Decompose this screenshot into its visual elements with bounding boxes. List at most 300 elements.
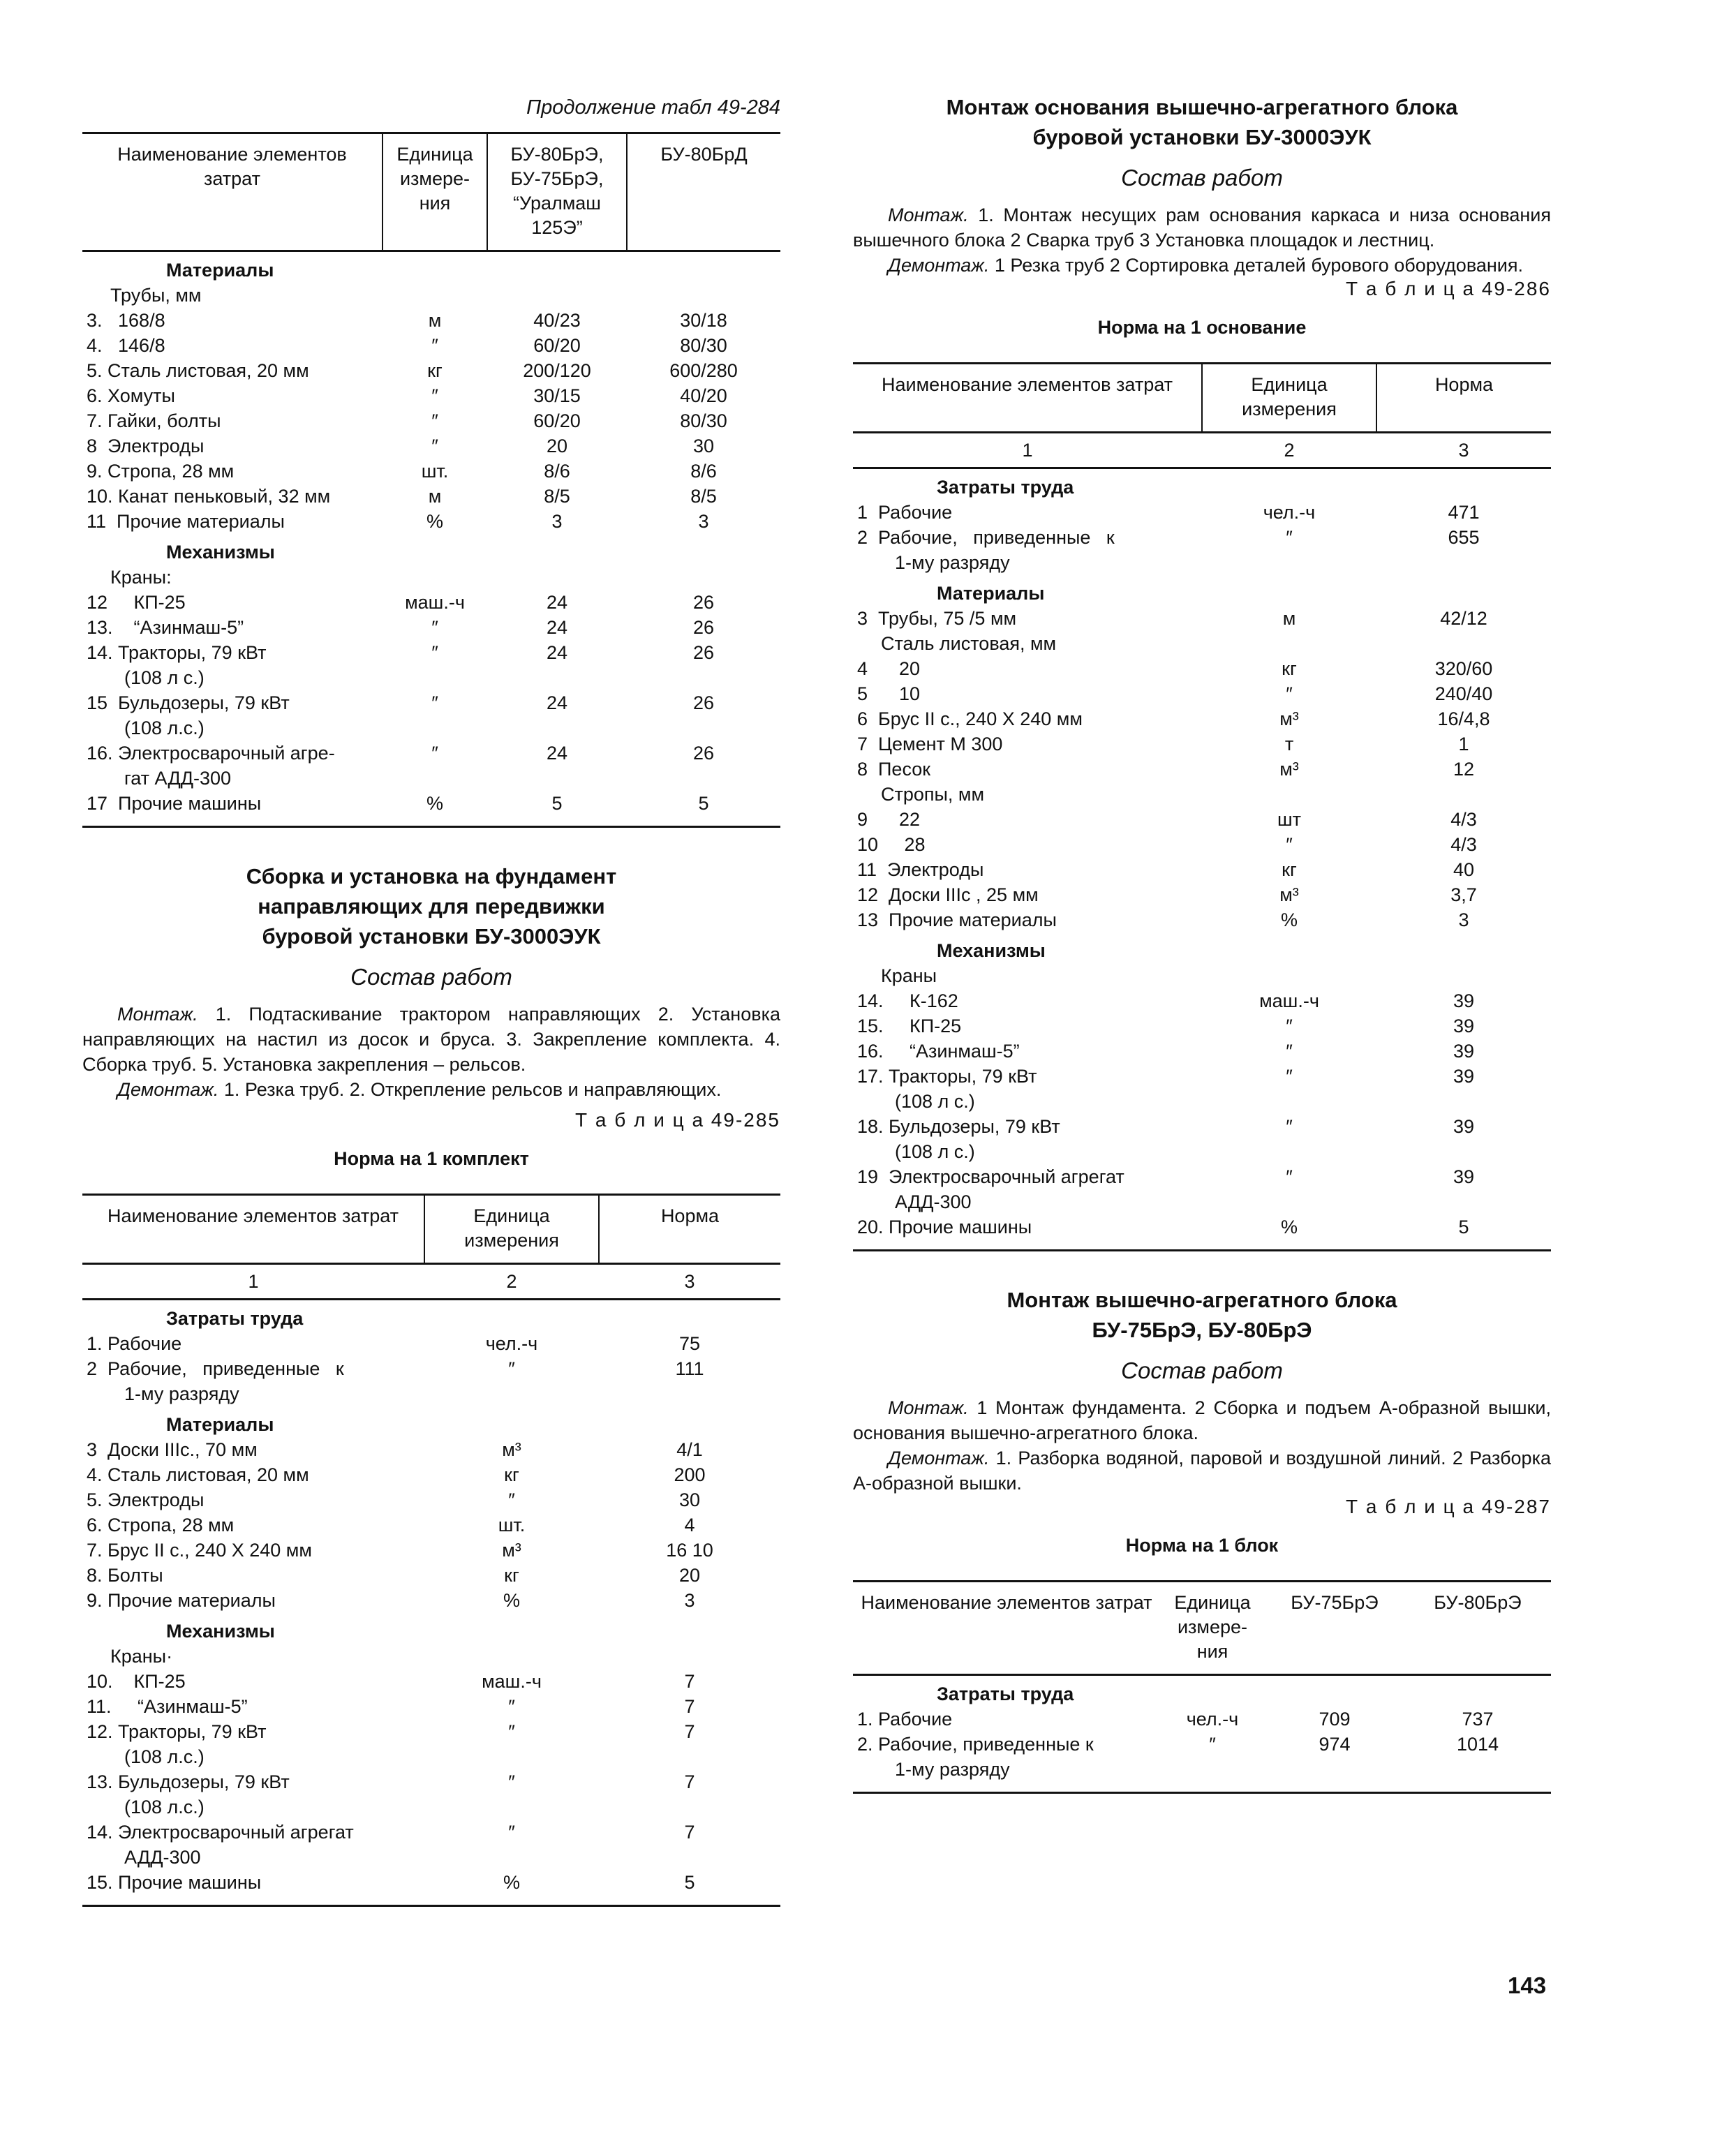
table-row bbox=[82, 433, 780, 459]
table-row bbox=[82, 791, 780, 816]
row-unit: м³ bbox=[1279, 884, 1299, 905]
table-row bbox=[853, 468, 1551, 500]
column-number: 1 bbox=[82, 1264, 424, 1300]
table-row bbox=[82, 1331, 780, 1356]
table-row bbox=[853, 681, 1551, 706]
row-name: 8 Песок bbox=[857, 759, 931, 780]
row-unit: м³ bbox=[502, 1540, 521, 1561]
row-unit: % bbox=[503, 1590, 520, 1611]
table-row bbox=[82, 509, 780, 534]
row-unit: чел.-ч bbox=[1263, 502, 1316, 523]
row-value: 7 bbox=[684, 1771, 695, 1792]
row-name: 6 Брус II с., 240 X 240 мм bbox=[857, 708, 1083, 729]
table-row bbox=[82, 484, 780, 509]
section-title: Монтаж вышечно-агрегатного блока БУ-75БрЭ, БУ-80БрЭ bbox=[1007, 1288, 1397, 1342]
row-name: 9. Стропа, 28 мм bbox=[87, 461, 235, 482]
header-name: Наименование элементов затрат bbox=[107, 1205, 399, 1226]
row-unit: ″ bbox=[1286, 683, 1293, 704]
row-name: 4. Сталь листовая, 20 мм bbox=[87, 1464, 309, 1485]
group-heading: Механизмы bbox=[937, 940, 1046, 961]
table-row bbox=[82, 615, 780, 640]
table-row bbox=[82, 1462, 780, 1487]
row-name: 6. Стропа, 28 мм bbox=[87, 1515, 235, 1536]
row-value: 80/30 bbox=[680, 410, 727, 431]
row-value: 60/20 bbox=[533, 410, 581, 431]
group-heading: Затраты труда bbox=[937, 477, 1074, 498]
row-value: 4/3 bbox=[1450, 834, 1477, 855]
group-heading: Материалы bbox=[166, 1414, 274, 1435]
header-norm: Норма bbox=[599, 1195, 780, 1264]
table-row bbox=[82, 1381, 780, 1406]
row-unit: % bbox=[426, 793, 443, 814]
column-number: 2 bbox=[1202, 433, 1376, 468]
table-row bbox=[82, 1356, 780, 1381]
row-value: 7 bbox=[684, 1696, 695, 1717]
row-value: 8/6 bbox=[544, 461, 570, 482]
row-value: 3 bbox=[684, 1590, 695, 1611]
row-name: 17. Тракторы, 79 кВт bbox=[857, 1066, 1037, 1087]
table-body bbox=[853, 468, 1551, 1251]
disassembly-text: Демонтаж. 1. Разборка водяной, паровой и воздушной линий. 2 Разборка А-образной вышки. bbox=[853, 1448, 1551, 1494]
table-row bbox=[853, 1189, 1551, 1214]
row-unit: маш.-ч bbox=[1259, 990, 1319, 1011]
row-name: 12. Тракторы, 79 кВт bbox=[87, 1721, 267, 1742]
row-unit: ″ bbox=[1286, 1041, 1293, 1062]
left-column bbox=[82, 0, 780, 1907]
disassembly-text: Демонтаж. 1. Резка труб. 2. Открепление рельсов и направляющих. bbox=[117, 1079, 722, 1100]
table-row bbox=[853, 1675, 1551, 1707]
work-composition-heading: Состав работ bbox=[1121, 1358, 1283, 1383]
assembly-text: Монтаж. 1 Монтаж фундамента. 2 Сборка и подъем А-образной вышки, основания вышечно-агрегатного блока. bbox=[853, 1397, 1551, 1443]
row-value: 39 bbox=[1453, 1041, 1475, 1062]
table-row bbox=[82, 534, 780, 565]
table-row bbox=[82, 1669, 780, 1694]
row-name: 7. Брус II с., 240 X 240 мм bbox=[87, 1540, 312, 1561]
row-unit: ″ bbox=[1286, 1066, 1293, 1087]
row-value: 16/4,8 bbox=[1437, 708, 1490, 729]
row-value: 40/20 bbox=[680, 385, 727, 406]
table-row bbox=[853, 963, 1551, 988]
row-value: 3 bbox=[551, 511, 563, 532]
row-value: 60/20 bbox=[533, 335, 581, 356]
row-name-continuation: 1-му разряду bbox=[895, 552, 1010, 573]
row-value: 12 bbox=[1453, 759, 1475, 780]
table-row bbox=[853, 1089, 1551, 1114]
row-unit: ″ bbox=[508, 1771, 515, 1792]
table-row bbox=[82, 1845, 780, 1870]
row-value: 737 bbox=[1462, 1709, 1494, 1730]
table-row bbox=[82, 1613, 780, 1644]
row-value: 39 bbox=[1453, 990, 1475, 1011]
table-row bbox=[853, 932, 1551, 963]
row-value: 8/6 bbox=[690, 461, 717, 482]
column-number: 1 bbox=[853, 433, 1202, 468]
row-value: 7 bbox=[684, 1671, 695, 1692]
section-title: Сборка и установка на фундамент направляющих для передвижки буровой установки БУ-3000ЭУК bbox=[246, 864, 617, 949]
subgroup-label: Краны: bbox=[110, 567, 172, 588]
row-value: 8/5 bbox=[690, 486, 717, 507]
row-value: 20 bbox=[678, 1565, 701, 1586]
disassembly-text: Демонтаж. 1 Резка труб 2 Сортировка деталей бурового оборудования. bbox=[888, 255, 1523, 276]
row-name: 3. 168/8 bbox=[87, 310, 165, 331]
table-end-rule bbox=[853, 1240, 1551, 1251]
row-name-continuation: (108 л.с.) bbox=[124, 1797, 205, 1817]
row-value: 75 bbox=[678, 1333, 701, 1354]
table-row bbox=[853, 550, 1551, 575]
row-value: 5 bbox=[551, 793, 563, 814]
row-name-continuation: (108 л.с.) bbox=[124, 718, 205, 738]
table-row bbox=[82, 741, 780, 766]
subgroup-label: Краны bbox=[881, 965, 937, 986]
row-name: 11 Прочие материалы bbox=[87, 511, 285, 532]
row-unit: ″ bbox=[431, 436, 438, 456]
row-name: 16. Электросварочный агре- bbox=[87, 743, 335, 764]
row-name: 13. “Азинмаш-5” bbox=[87, 617, 244, 638]
row-name: 6. Хомуты bbox=[87, 385, 175, 406]
row-value: 974 bbox=[1319, 1734, 1351, 1755]
row-name: 1 Рабочие bbox=[857, 502, 953, 523]
row-value: 4/1 bbox=[676, 1439, 703, 1460]
row-value: 7 bbox=[684, 1822, 695, 1843]
row-value: 3 bbox=[698, 511, 709, 532]
row-value: 3 bbox=[1458, 909, 1469, 930]
row-value: 20 bbox=[546, 436, 568, 456]
row-value: 24 bbox=[546, 617, 568, 638]
row-unit: ″ bbox=[508, 1822, 515, 1843]
row-unit: м³ bbox=[1279, 708, 1299, 729]
table-end-rule bbox=[82, 1895, 780, 1906]
row-name: 14. Тракторы, 79 кВт bbox=[87, 642, 267, 663]
group-heading: Затраты труда bbox=[166, 1308, 304, 1329]
row-value: 709 bbox=[1319, 1709, 1351, 1730]
table-49-287 bbox=[853, 1580, 1551, 1794]
table-row bbox=[82, 251, 780, 283]
row-value: 5 bbox=[684, 1872, 695, 1893]
row-name-continuation: (108 л с.) bbox=[895, 1091, 975, 1112]
header-bu75bre: БУ-75БрЭ bbox=[1291, 1592, 1379, 1613]
row-unit: % bbox=[426, 511, 443, 532]
group-heading: Механизмы bbox=[166, 1621, 275, 1642]
row-value: 1 bbox=[1458, 734, 1469, 754]
row-value: 24 bbox=[546, 743, 568, 764]
table-row bbox=[853, 525, 1551, 550]
table-row bbox=[853, 731, 1551, 757]
table-number: Т а б л и ц а 49-287 bbox=[1346, 1496, 1551, 1517]
header-bu80bre: БУ-80БрЭ bbox=[1434, 1592, 1522, 1613]
row-name: 4. 146/8 bbox=[87, 335, 165, 356]
row-unit: % bbox=[1280, 909, 1298, 930]
row-value: 30 bbox=[692, 436, 715, 456]
row-name: 3 Трубы, 75 /5 мм bbox=[857, 608, 1017, 629]
table-row bbox=[853, 1707, 1551, 1732]
row-name: 10. Канат пеньковый, 32 мм bbox=[87, 486, 331, 507]
table-row bbox=[82, 1820, 780, 1845]
table-row bbox=[82, 1694, 780, 1719]
table-body bbox=[82, 1300, 780, 1906]
table-row bbox=[82, 766, 780, 791]
row-name: 14. К-162 bbox=[857, 990, 958, 1011]
table-row bbox=[853, 1214, 1551, 1240]
table-row bbox=[82, 640, 780, 665]
row-value: 30/15 bbox=[533, 385, 581, 406]
table-row bbox=[82, 1538, 780, 1563]
group-heading: Затраты труда bbox=[937, 1683, 1074, 1704]
row-unit: т bbox=[1284, 734, 1294, 754]
table-row bbox=[82, 283, 780, 308]
row-unit: м bbox=[428, 310, 442, 331]
row-value: 26 bbox=[692, 692, 715, 713]
table-row bbox=[853, 832, 1551, 857]
row-name: 17 Прочие машины bbox=[87, 793, 262, 814]
table-end-rule bbox=[82, 816, 780, 827]
row-unit: ″ bbox=[1286, 527, 1293, 548]
header-name: Наименование элементов затрат bbox=[82, 133, 383, 251]
table-body bbox=[82, 251, 780, 827]
row-name: 5. Электроды bbox=[87, 1489, 205, 1510]
header-unit: Единица измерения bbox=[424, 1195, 599, 1264]
table-row bbox=[82, 1300, 780, 1332]
header-bu80bre: БУ-80БрЭ, БУ-75БрЭ, “Уралмаш 125Э” bbox=[487, 133, 627, 251]
row-name: 2 Рабочие, приведенные к bbox=[87, 1358, 344, 1379]
row-value: 471 bbox=[1448, 502, 1480, 523]
row-unit: ″ bbox=[508, 1721, 515, 1742]
row-name: 2 Рабочие, приведенные к bbox=[857, 527, 1115, 548]
right-column bbox=[853, 0, 1551, 1794]
table-row bbox=[82, 1769, 780, 1794]
row-value: 39 bbox=[1453, 1116, 1475, 1137]
row-value: 24 bbox=[546, 642, 568, 663]
norm-caption: Норма на 1 основание bbox=[1097, 317, 1307, 338]
row-value: 30 bbox=[678, 1489, 701, 1510]
column-number: 3 bbox=[599, 1264, 780, 1300]
row-name-continuation: АДД-300 bbox=[895, 1191, 972, 1212]
row-unit: ″ bbox=[1286, 1116, 1293, 1137]
table-row bbox=[82, 1563, 780, 1588]
table-row bbox=[82, 1794, 780, 1820]
row-value: 600/280 bbox=[669, 360, 738, 381]
row-value: 24 bbox=[546, 592, 568, 613]
table-row bbox=[853, 907, 1551, 932]
column-number: 2 bbox=[424, 1264, 599, 1300]
table-row bbox=[82, 665, 780, 690]
header-unit: Единица измере-ния bbox=[1174, 1592, 1251, 1662]
table-row bbox=[853, 656, 1551, 681]
row-unit: чел.-ч bbox=[1186, 1709, 1239, 1730]
table-row bbox=[853, 1164, 1551, 1189]
row-unit: кг bbox=[1282, 658, 1297, 679]
row-unit: ″ bbox=[1286, 1016, 1293, 1036]
table-number: Т а б л и ц а 49-286 bbox=[1346, 278, 1551, 299]
table-row bbox=[82, 1406, 780, 1437]
table-row bbox=[853, 706, 1551, 731]
row-unit: кг bbox=[1282, 859, 1297, 880]
table-row bbox=[853, 1139, 1551, 1164]
row-unit: шт. bbox=[498, 1515, 526, 1536]
row-name-continuation: 1-му разряду bbox=[895, 1759, 1010, 1780]
row-name: 11 Электроды bbox=[857, 859, 984, 880]
row-unit: ″ bbox=[508, 1358, 515, 1379]
row-value: 1014 bbox=[1456, 1734, 1499, 1755]
header-name: Наименование элементов затрат bbox=[861, 1592, 1152, 1613]
row-value: 26 bbox=[692, 617, 715, 638]
row-unit: ″ bbox=[431, 410, 438, 431]
row-unit: чел.-ч bbox=[485, 1333, 538, 1354]
table-end-rule bbox=[853, 1782, 1551, 1793]
row-value: 16 10 bbox=[666, 1540, 713, 1561]
row-value: 80/30 bbox=[680, 335, 727, 356]
table-49-285 bbox=[82, 1194, 780, 1907]
table-row bbox=[82, 333, 780, 358]
header-norm: Норма bbox=[1376, 364, 1551, 433]
row-value: 24 bbox=[546, 692, 568, 713]
row-name: 8. Болты bbox=[87, 1565, 163, 1586]
row-value: 26 bbox=[692, 642, 715, 663]
row-unit: шт bbox=[1277, 809, 1302, 830]
row-unit: кг bbox=[504, 1565, 519, 1586]
row-unit: м bbox=[1282, 608, 1296, 629]
row-value: 200 bbox=[674, 1464, 706, 1485]
subgroup-label: Краны· bbox=[110, 1646, 173, 1667]
row-name: 5. Сталь листовая, 20 мм bbox=[87, 360, 309, 381]
table-row bbox=[82, 1487, 780, 1512]
subgroup-label: Трубы, мм bbox=[110, 285, 202, 306]
row-value: 655 bbox=[1448, 527, 1480, 548]
subgroup-label: Стропы, мм bbox=[881, 784, 985, 805]
row-unit: ″ bbox=[508, 1696, 515, 1717]
row-value: 200/120 bbox=[523, 360, 591, 381]
row-unit: м³ bbox=[1279, 759, 1299, 780]
work-composition-heading: Состав работ bbox=[350, 964, 512, 990]
row-name: 15 Бульдозеры, 79 кВт bbox=[87, 692, 290, 713]
row-unit: маш.-ч bbox=[405, 592, 465, 613]
table-row bbox=[82, 565, 780, 590]
row-name: 13 Прочие материалы bbox=[857, 909, 1057, 930]
table-row bbox=[853, 1039, 1551, 1064]
row-value: 39 bbox=[1453, 1066, 1475, 1087]
row-name: 15. Прочие машины bbox=[87, 1872, 262, 1893]
section-title: Монтаж основания вышечно-агрегатного блока буровой установки БУ-3000ЭУК bbox=[946, 95, 1458, 149]
table-row bbox=[82, 1588, 780, 1613]
column-number: 3 bbox=[1376, 433, 1551, 468]
row-name: 15. КП-25 bbox=[857, 1016, 962, 1036]
row-value: 5 bbox=[1458, 1217, 1469, 1237]
row-unit: м bbox=[428, 486, 442, 507]
row-value: 26 bbox=[692, 743, 715, 764]
table-continuation-caption: Продолжение табл 49-284 bbox=[526, 96, 780, 119]
group-heading: Механизмы bbox=[166, 542, 275, 563]
row-name: 12 КП-25 bbox=[87, 592, 186, 613]
row-value: 240/40 bbox=[1434, 683, 1493, 704]
table-49-284-continued bbox=[82, 132, 780, 828]
assembly-text: Монтаж. 1. Монтаж несущих рам основания каркаса и низа основания вышечного блока 2 Сварка труб 3 Установка площадок и лестниц. bbox=[853, 205, 1551, 251]
row-value: 42/12 bbox=[1440, 608, 1487, 629]
row-name: 18. Бульдозеры, 79 кВт bbox=[857, 1116, 1060, 1137]
table-row bbox=[853, 1114, 1551, 1139]
table-row bbox=[82, 358, 780, 383]
row-value: 40/23 bbox=[533, 310, 581, 331]
group-heading: Материалы bbox=[166, 260, 274, 281]
table-row bbox=[853, 1064, 1551, 1089]
row-name-continuation: (108 л.с.) bbox=[124, 1746, 205, 1767]
table-body bbox=[853, 1675, 1551, 1793]
row-name-continuation: 1-му разряду bbox=[124, 1383, 239, 1404]
norm-caption: Норма на 1 комплект bbox=[334, 1148, 529, 1169]
table-number: Т а б л и ц а 49-285 bbox=[575, 1109, 780, 1131]
table-row bbox=[853, 757, 1551, 782]
table-row bbox=[82, 1512, 780, 1538]
table-row bbox=[82, 690, 780, 715]
row-value: 320/60 bbox=[1434, 658, 1493, 679]
row-unit: ″ bbox=[1209, 1734, 1216, 1755]
row-name: 7. Гайки, болты bbox=[87, 410, 221, 431]
table-row bbox=[853, 1013, 1551, 1039]
row-value: 4 bbox=[684, 1515, 695, 1536]
row-name: 10. КП-25 bbox=[87, 1671, 186, 1692]
subgroup-label: Сталь листовая, мм bbox=[881, 633, 1057, 654]
row-name-continuation: (108 л с.) bbox=[895, 1141, 975, 1162]
table-row bbox=[853, 500, 1551, 525]
table-row bbox=[853, 857, 1551, 882]
row-value: 40 bbox=[1453, 859, 1475, 880]
row-unit: ″ bbox=[431, 335, 438, 356]
header-unit: Единица измерения bbox=[1202, 364, 1376, 433]
row-unit: кг bbox=[504, 1464, 519, 1485]
row-value: 26 bbox=[692, 592, 715, 613]
table-row bbox=[82, 1744, 780, 1769]
row-unit: шт. bbox=[421, 461, 449, 482]
table-row bbox=[82, 408, 780, 433]
table-row bbox=[82, 383, 780, 408]
row-name: 13. Бульдозеры, 79 кВт bbox=[87, 1771, 290, 1792]
row-unit: ″ bbox=[1286, 1166, 1293, 1187]
row-value: 4/3 bbox=[1450, 809, 1477, 830]
row-unit: маш.-ч bbox=[482, 1671, 542, 1692]
row-value: 111 bbox=[675, 1358, 704, 1379]
row-unit: % bbox=[503, 1872, 520, 1893]
row-name: 7 Цемент М 300 bbox=[857, 734, 1003, 754]
row-name: 3 Доски IIIс., 70 мм bbox=[87, 1439, 258, 1460]
row-unit: ″ bbox=[431, 617, 438, 638]
table-row bbox=[82, 459, 780, 484]
table-row bbox=[82, 1437, 780, 1462]
row-unit: % bbox=[1280, 1217, 1298, 1237]
row-unit: м³ bbox=[502, 1439, 521, 1460]
header-unit: Единица измере-ния bbox=[383, 133, 487, 251]
table-row bbox=[853, 631, 1551, 656]
row-name: 12 Доски IIIс , 25 мм bbox=[857, 884, 1039, 905]
table-row bbox=[853, 807, 1551, 832]
row-name: 19 Электросварочный агрегат bbox=[857, 1166, 1124, 1187]
row-unit: ″ bbox=[508, 1489, 515, 1510]
row-name: 10 28 bbox=[857, 834, 926, 855]
row-name: 9 22 bbox=[857, 809, 921, 830]
row-value: 5 bbox=[698, 793, 709, 814]
group-heading: Материалы bbox=[937, 583, 1045, 604]
table-row bbox=[82, 308, 780, 333]
header-bu80brd: БУ-80БрД bbox=[627, 133, 780, 251]
row-unit: ″ bbox=[431, 692, 438, 713]
table-row bbox=[853, 606, 1551, 631]
table-row bbox=[853, 882, 1551, 907]
row-name: 1. Рабочие bbox=[857, 1709, 953, 1730]
row-name-continuation: АДД-300 bbox=[124, 1847, 201, 1868]
table-row bbox=[853, 1757, 1551, 1782]
row-unit: ″ bbox=[431, 385, 438, 406]
row-name: 2. Рабочие, приведенные к bbox=[857, 1734, 1094, 1755]
page-number: 143 bbox=[1508, 1972, 1547, 1998]
row-value: 39 bbox=[1453, 1166, 1475, 1187]
table-49-286 bbox=[853, 362, 1551, 1251]
